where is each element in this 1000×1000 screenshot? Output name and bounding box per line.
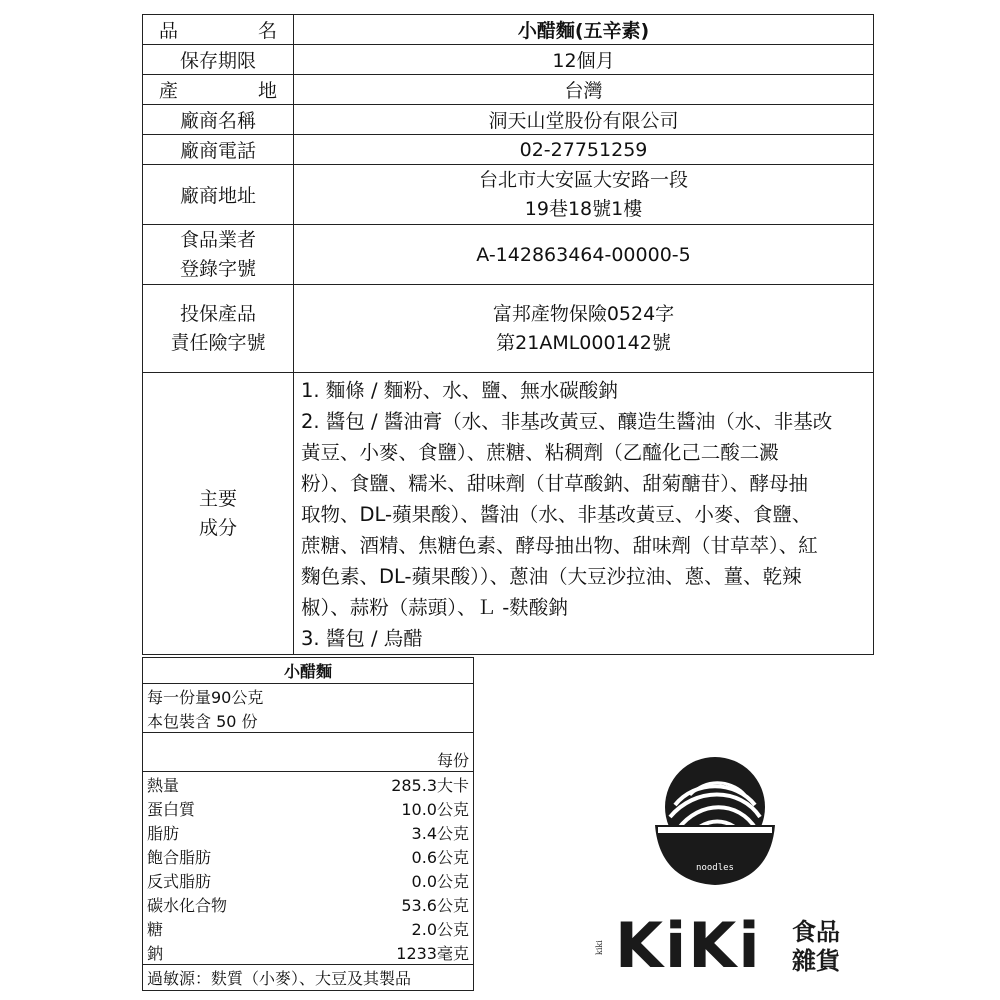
reg-label-line2: 登錄字號 [179, 257, 256, 280]
brand-cn-bottom: 雜貨 [792, 947, 840, 975]
noodle-bowl-icon [655, 757, 775, 885]
kiki-logo [560, 755, 880, 985]
insurance-value [294, 285, 874, 373]
phone-value: 02-27751259 [294, 135, 874, 165]
origin-label: 產地 [143, 75, 294, 105]
phone-label: 廠商電話 [143, 135, 294, 165]
nutrition-gap [143, 733, 474, 749]
ingredient-line: 2. 醬包 / 醬油膏（水、非基改黃豆、釀造生醬油（水、非基改 [301, 410, 833, 433]
insurance-line2: 第21AML000142號 [496, 331, 671, 354]
ingredient-line: 取物、DL-蘋果酸）、醬油（水、非基改黃豆、小麥、食鹽、 [301, 503, 812, 526]
nutrition-row [143, 940, 474, 965]
company-label: 廠商名稱 [143, 105, 294, 135]
side-text: kiki [595, 940, 604, 955]
nutrient-name: 脂肪 [143, 820, 311, 844]
bowl-text: noodles [696, 863, 734, 873]
serving-size: 每一份量90公克 [143, 684, 474, 709]
ingredients-label-line2: 成分 [198, 516, 237, 539]
brand-cn-top: 食品 [792, 918, 840, 946]
nutrition-row [143, 892, 474, 916]
shelf-value: 12個月 [294, 45, 874, 75]
nutrition-row [143, 868, 474, 892]
nutrient-name: 熱量 [143, 772, 311, 797]
nutrition-row [143, 772, 474, 797]
insurance-label-line1: 投保產品 [179, 302, 256, 325]
nutrient-name: 糖 [143, 916, 311, 940]
ingredient-line: 椒）、蒜粉（蒜頭）、Ｌ -麩酸鈉 [301, 596, 568, 619]
origin-value: 台灣 [294, 75, 874, 105]
nutrient-value: 0.6公克 [310, 844, 473, 868]
insurance-label-line2: 責任險字號 [170, 331, 266, 354]
reg-label-line1: 食品業者 [179, 228, 256, 251]
nutrient-value: 53.6公克 [310, 892, 473, 916]
shelf-label: 保存期限 [143, 45, 294, 75]
company-value: 洞天山堂股份有限公司 [294, 105, 874, 135]
nutrition-row [143, 820, 474, 844]
ingredient-line: 1. 麵條 / 麵粉、水、鹽、無水碳酸鈉 [301, 379, 618, 402]
ingredients-label-line1: 主要 [198, 487, 237, 510]
ingredients-value [294, 373, 874, 655]
nutrition-row [143, 796, 474, 820]
nutrient-name: 鈉 [143, 940, 311, 965]
nutrient-name: 蛋白質 [143, 796, 311, 820]
address-label: 廠商地址 [143, 165, 294, 225]
address-line2: 19巷18號1樓 [524, 197, 643, 220]
nutrient-name: 飽合脂肪 [143, 844, 311, 868]
nutrient-value: 2.0公克 [310, 916, 473, 940]
name-value: 小醋麵(五辛素) [294, 15, 874, 45]
name-label: 品名 [143, 15, 294, 45]
nutrient-value: 0.0公克 [310, 868, 473, 892]
brand-wordmark: KiKi [615, 909, 762, 982]
address-line1: 台北市大安區大安路一段 [478, 168, 688, 191]
nutrient-value: 10.0公克 [310, 796, 473, 820]
ingredient-line: 粉）、食鹽、糯米、甜味劑（甘草酸鈉、甜菊醣苷）、酵母抽 [301, 472, 809, 495]
reg-label [143, 225, 294, 285]
insurance-line1: 富邦產物保險0524字 [492, 302, 675, 325]
address-value [294, 165, 874, 225]
insurance-label [143, 285, 294, 373]
nutrition-title: 小醋麵 [143, 658, 474, 684]
ingredients-label [143, 373, 294, 655]
nutrition-table [142, 657, 474, 991]
reg-value: A-142863464-00000-5 [294, 225, 874, 285]
nutrient-value: 3.4公克 [310, 820, 473, 844]
product-info-table [142, 14, 874, 655]
nutrient-name: 反式脂肪 [143, 868, 311, 892]
nutrition-row [143, 844, 474, 868]
ingredient-line: 黃豆、小麥、食鹽）、蔗糖、粘稠劑（乙醯化己二酸二澱 [301, 441, 779, 464]
allergen-info: 過敏源：麩質（小麥）、大豆及其製品 [143, 965, 474, 991]
ingredient-line: 麴色素、DL-蘋果酸））、蔥油（大豆沙拉油、蔥、薑、乾辣 [301, 565, 802, 588]
ingredient-line: 蔗糖、酒精、焦糖色素、酵母抽出物、甜味劑（甘草萃）、紅 [301, 534, 818, 557]
nutrient-value: 1233毫克 [310, 940, 473, 965]
per-serving-label: 每份 [143, 748, 474, 772]
servings-per-package: 本包裝含 50 份 [143, 708, 474, 733]
ingredient-line: 3. 醬包 / 烏醋 [301, 627, 423, 650]
nutrition-row [143, 916, 474, 940]
nutrient-name: 碳水化合物 [143, 892, 311, 916]
nutrient-value: 285.3大卡 [310, 772, 473, 797]
